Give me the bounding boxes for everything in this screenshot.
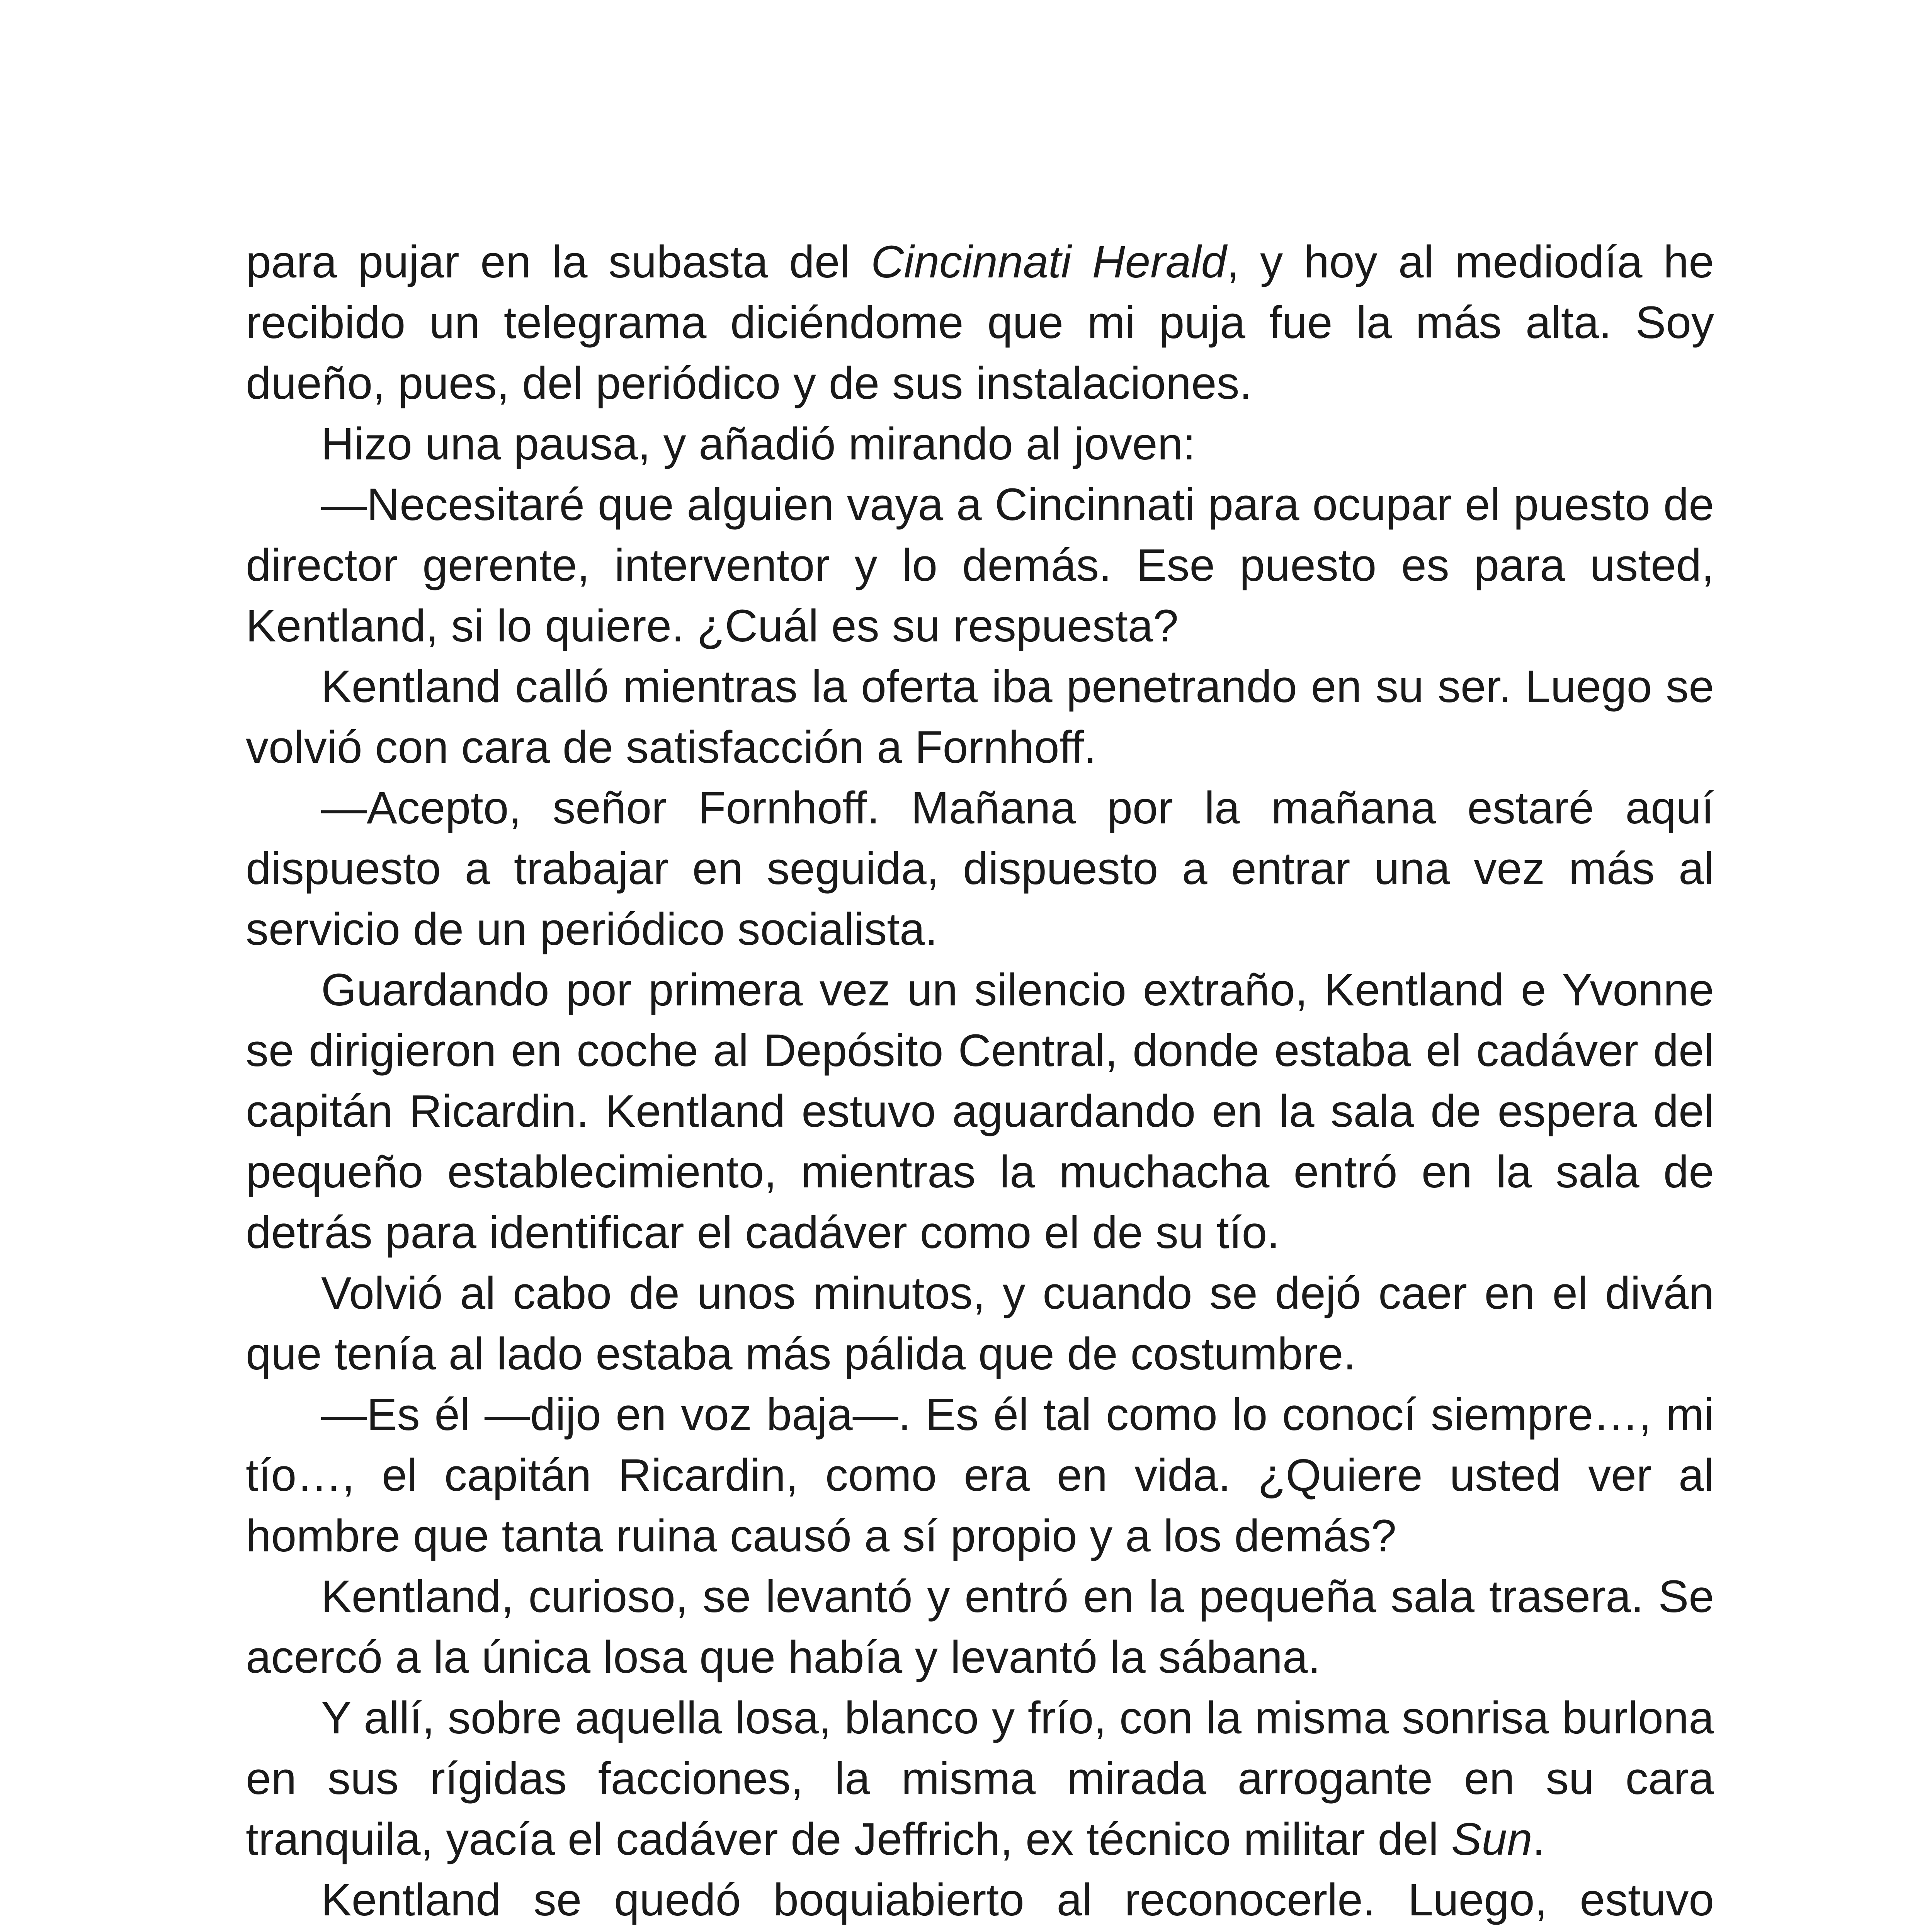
paragraph-text: para pujar en la subasta del (246, 236, 871, 287)
italic-title: Cincinnati Herald (871, 236, 1227, 287)
paragraph: Volvió al cabo de unos minutos, y cuando se dejó caer en el diván que tenía al lado estaba más pálida que de costumbre. (246, 1268, 1714, 1379)
paragraph: Kentland, curioso, se levantó y entró en la pequeña sala trasera. Se acercó a la única losa que había y levantó la sábana. (246, 1571, 1714, 1683)
paragraph-text: Y allí, sobre aquella losa, blanco y frío, con la misma sonrisa burlona en sus rígidas facciones, la misma mirada arrogante en su cara tranquila, yacía el cadáver de Jeffrich, ex técnico militar del (246, 1692, 1714, 1865)
paragraph-text: . (1532, 1814, 1545, 1865)
paragraph (246, 232, 1714, 414)
paragraph: —Necesitaré que alguien vaya a Cincinnati para ocupar el puesto de director gerente, interventor y lo demás. Ese puesto es para usted, Kentland, si lo quiere. ¿Cuál es su respuesta? (246, 479, 1714, 651)
paragraph: —Es él —dijo en voz baja—. Es él tal como lo conocí siempre…, mi tío…, el capitán Ricardin, como era en vida. ¿Quiere usted ver al hombre que tanta ruina causó a sí propio y a los demás? (246, 1389, 1714, 1561)
paragraph: Guardando por primera vez un silencio extraño, Kentland e Yvonne se dirigieron en coche al Depósito Central, donde estaba el cadáver del capitán Ricardin. Kentland estuvo aguardando en la sala de espera del pequeño establecimiento, mientras la muchacha entró en la sala de detrás para identificar el cadáver como el de su tío. (246, 964, 1714, 1258)
italic-title: Sun (1451, 1814, 1532, 1865)
paragraph: Kentland calló mientras la oferta iba penetrando en su ser. Luego se volvió con cara de satisfacción a Fornhoff. (246, 661, 1714, 773)
paragraph: Kentland se quedó boquiabierto al reconocerle. Luego, estuvo (321, 1874, 1714, 1925)
paragraph: Hizo una pausa, y añadió mirando al joven: (321, 418, 1196, 469)
book-page-body (246, 232, 1714, 1932)
paragraph (246, 1688, 1714, 1870)
paragraph-text: , y hoy al mediodía he recibido un telegrama diciéndome que mi puja fue la más alta. Soy dueño, pues, del periódico y de sus instalaciones. (246, 236, 1714, 409)
paragraph: —Acepto, señor Fornhoff. Mañana por la mañana estaré aquí dispuesto a trabajar en seguida, dispuesto a entrar una vez más al servicio de un periódico socialista. (246, 782, 1714, 955)
